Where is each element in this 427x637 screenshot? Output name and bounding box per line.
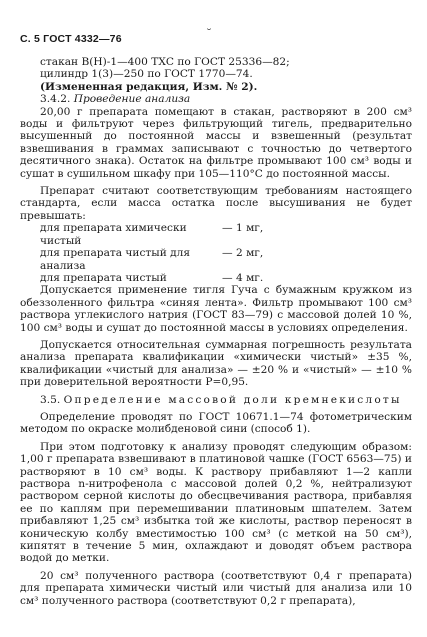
requirement-row <box>20 222 412 247</box>
section-3-5-heading <box>20 394 412 406</box>
section-number: 3.4.2. <box>40 93 71 106</box>
amendment-note: (Измененная редакция, Изм. № 2). <box>40 80 258 93</box>
requirement-row <box>20 247 412 272</box>
paragraph-preparation: При этом подготовку к анализу проводят следующим образом: 1,00 г препарата взвешивают в платиновой чашке (ГОСТ 6563—75) и растворяют в 10 см³ воды. К раствору прибавляют 1—2 капли раствора n-нитрофенола с массовой долей 0,2 %, нейтрализуют раствором серной кислоты до обесцвечивания раствора, прибавляя ее по каплям при перемешивании платиновым шпателем. Затем прибавляют 1,25 см³ избытка той же кислоты, раствор переносят в коническую колбу вместимостью 100 см³ (с меткой на 50 см³), кипятят в течение 5 мин, охлаждают и доводят объем раствора водой до метки. <box>20 440 412 565</box>
requirement-value: — 2 мг, <box>222 247 264 260</box>
paragraph-aliquot: 20 см³ полученного раствора (соответствуют 0,4 г препарата) для препарата химически чистый или чистый для анализа или 10 см³ полученного раствора (соответствуют 0,2 г препарата), <box>20 569 412 607</box>
requirement-name: для препарата чистый для анализа <box>40 247 191 272</box>
paragraph-gooch-crucible: Допускается применение тигля Гуча с бумажным кружком из обеззоленного фильтра «синяя лента». Фильтр промывают 100 см³ раствора углекислого натрия (ГОСТ 83—79) с массовой долей 10 %, 100 см³ воды и сушат до постоянной массы в условиях определения. <box>20 284 412 334</box>
document-body <box>20 56 412 607</box>
requirement-name: для препарата чистый <box>40 271 167 284</box>
section-number: 3.5. <box>40 393 61 406</box>
requirement-value: — 4 мг. <box>222 271 264 284</box>
paragraph-requirements: Препарат считают соответствующим требованиям настоящего стандарта, если масса остатка после высушивания не будет превышать: <box>20 185 412 222</box>
page-header: С. 5 ГОСТ 4332—76 <box>20 33 122 45</box>
requirement-value: — 1 мг, <box>222 222 264 235</box>
paragraph-error: Допускается относительная суммарная погрешность результата анализа препарата квалификации «химически чистый» ±35 %, квалификации «чистый для анализа» — ±20 % и «чистый» — ±10 % при доверительной вероятности P=0,95. <box>20 338 412 389</box>
section-title: Проведение анализа <box>73 93 191 106</box>
paragraph-procedure: 20,00 г препарата помещают в стакан, растворяют в 200 см³ воды и фильтруют через фильтрующий тигель, предварительно высушенный до постоянной массы и взвешенный (результат взвешивания в граммах записывают с точностью до четвертого десятичного знака). Остаток на фильтре промывают 100 см³ воды и сушат в сушильном шкафу при 105—110°С до постоянной массы. <box>20 105 412 180</box>
equipment-beaker: стакан В(Н)-1—400 ТХС по ГОСТ 25336—82; <box>40 56 290 68</box>
section-3-4-2-heading <box>20 93 412 105</box>
scan-mark: ˘ <box>206 27 212 41</box>
requirement-name: для препарата химически чистый <box>40 222 187 247</box>
paragraph-method: Определение проводят по ГОСТ 10671.1—74 фотометрическим методом по окраске молибденовой сини (способ 1). <box>20 410 412 436</box>
requirement-row <box>20 272 412 284</box>
equipment-cylinder: цилиндр 1(3)—250 по ГОСТ 1770—74. <box>40 68 253 81</box>
section-title: Определение массовой доли кремнекислоты <box>63 393 402 406</box>
